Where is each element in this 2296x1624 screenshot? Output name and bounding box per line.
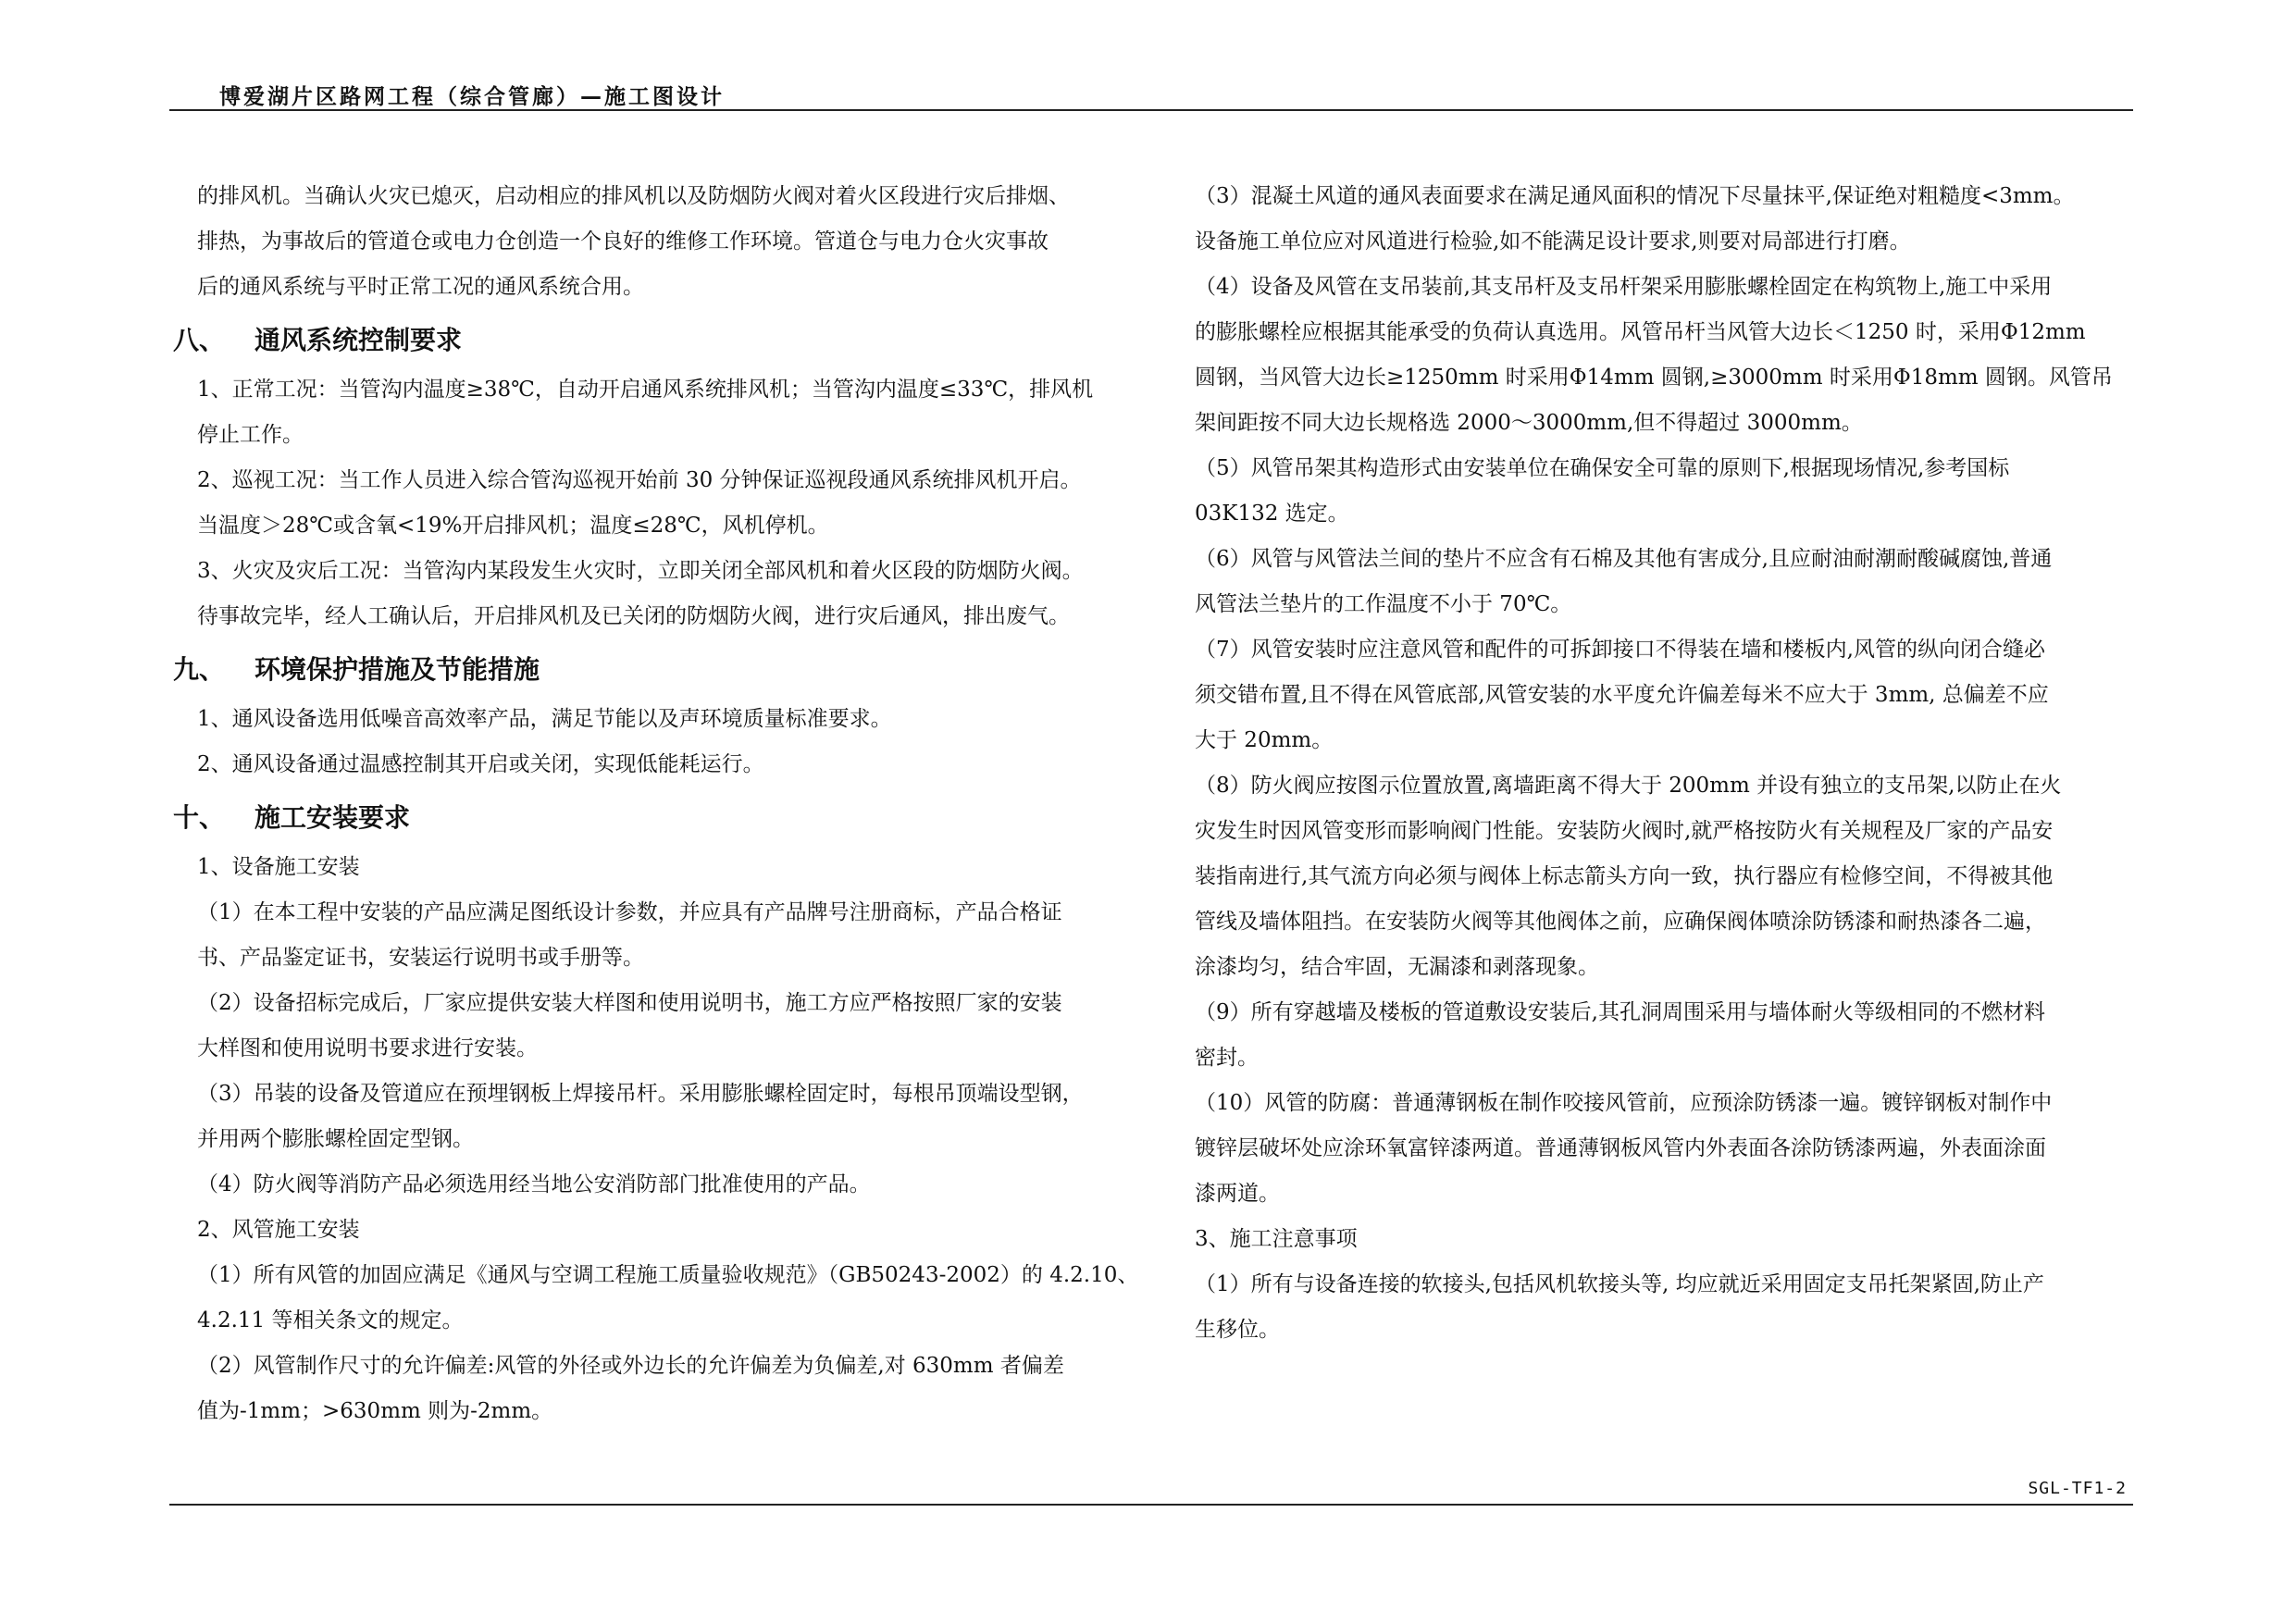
paragraph-line: 当温度＞28℃或含氧<19%开启排风机；温度≤28℃，风机停机。 — [197, 514, 829, 538]
paragraph-line: 值为-1mm；>630mm 则为-2mm。 — [197, 1399, 553, 1423]
paragraph-line: 大样图和使用说明书要求进行安装。 — [197, 1036, 538, 1060]
paragraph-line: 1、通风设备选用低噪音高效率产品，满足节能以及声环境质量标准要求。 — [197, 707, 892, 731]
paragraph-line: 2、巡视工况：当工作人员进入综合管沟巡视开始前 30 分钟保证巡视段通风系统排风机开启。 — [197, 468, 1082, 492]
section-title: 通风系统控制要求 — [254, 325, 463, 355]
paragraph-line: 待事故完毕，经人工确认后，开启排风机及已关闭的防烟防火阀，进行灾后通风，排出废气。 — [197, 604, 1070, 628]
paragraph-line: 漆两道。 — [1195, 1182, 1280, 1206]
paragraph-line: 后的通风系统与平时正常工况的通风系统合用。 — [197, 275, 644, 299]
right-column — [1195, 174, 2148, 1353]
paragraph-line: 排热，为事故后的管道仓或电力仓创造一个良好的维修工作环境。管道仓与电力仓火灾事故 — [197, 229, 1049, 254]
paragraph-line: （4）设备及风管在支吊装前,其支吊杆及支吊杆架采用膨胀螺栓固定在构筑物上,施工中采用 — [1195, 275, 2053, 299]
section-title: 施工安装要求 — [254, 802, 411, 833]
paragraph-line: 涂漆均匀，结合牢固，无漏漆和剥落现象。 — [1195, 955, 1599, 979]
paragraph-line: （3）吊装的设备及管道应在预埋钢板上焊接吊杆。采用膨胀螺栓固定时，每根吊顶端设型钢， — [197, 1082, 1084, 1106]
paragraph-line: 灾发生时因风管变形而影响阀门性能。安装防火阀时,就严格按防火有关规程及厂家的产品安 — [1195, 819, 2054, 843]
drawing-code: SGL-TF1-2 — [2028, 1479, 2127, 1498]
section-heading — [173, 789, 1150, 843]
paragraph-line: 管线及墙体阻挡。在安装防火阀等其他阀体之前，应确保阀体喷涂防锈漆和耐热漆各二遍， — [1195, 910, 2046, 934]
section-title: 环境保护措施及节能措施 — [254, 654, 540, 685]
paragraph-line: 装指南进行,其气流方向必须与阀体上标志箭头方向一致，执行器应有检修空间，不得被其他 — [1195, 864, 2054, 888]
paragraph-line: （3）混凝土风道的通风表面要求在满足通风面积的情况下尽量抹平,保证绝对粗糙度<3mm。 — [1195, 184, 2075, 208]
header-rule — [169, 109, 2133, 111]
paragraph-line: 的排风机。当确认火灾已熄灭，启动相应的排风机以及防烟防火阀对着火区段进行灾后排烟、 — [197, 184, 1070, 208]
paragraph-line: 风管法兰垫片的工作温度不小于 70℃。 — [1195, 592, 1572, 616]
paragraph-line: 1、正常工况：当管沟内温度≥38℃，自动开启通风系统排风机；当管沟内温度≤33℃，排风机 — [197, 378, 1094, 402]
paragraph-line: 4.2.11 等相关条文的规定。 — [197, 1308, 464, 1333]
paragraph-line: 03K132 选定。 — [1195, 502, 1349, 526]
left-column — [173, 174, 1150, 1434]
paragraph-line: 圆钢，当风管大边长≥1250mm 时采用Φ14mm 圆钢,≥3000mm 时采用Φ18mm 圆钢。风管吊 — [1195, 366, 2113, 390]
paragraph-line: 1、设备施工安装 — [197, 855, 360, 879]
paragraph-line: 的膨胀螺栓应根据其能承受的负荷认真选用。风管吊杆当风管大边长＜1250 时，采用Φ12mm — [1195, 320, 2086, 344]
paragraph-line: 密封。 — [1195, 1046, 1259, 1070]
section-number: 八、 — [173, 325, 226, 355]
paragraph-line: 3、火灾及灾后工况：当管沟内某段发生火灾时，立即关闭全部风机和着火区段的防烟防火阀。 — [197, 559, 1084, 583]
paragraph-line: （2）设备招标完成后，厂家应提供安装大样图和使用说明书，施工方应严格按照厂家的安装 — [197, 991, 1062, 1015]
paragraph-line: 生移位。 — [1195, 1318, 1280, 1342]
paragraph-line: 大于 20mm。 — [1195, 728, 1334, 752]
paragraph-line: （1）所有风管的加固应满足《通风与空调工程施工质量验收规范》（GB50243-2002）的 4.2.10、 — [197, 1263, 1139, 1287]
section-heading — [173, 641, 1150, 695]
paragraph-line: （8）防火阀应按图示位置放置,离墙距离不得大于 200mm 并设有独立的支吊架,以防止在火 — [1195, 774, 2062, 798]
section-number: 九、 — [173, 654, 226, 685]
footer-rule — [169, 1504, 2133, 1506]
paragraph-line: （6）风管与风管法兰间的垫片不应含有石棉及其他有害成分,且应耐油耐潮耐酸碱腐蚀,普通 — [1195, 547, 2053, 571]
paragraph-line: 2、风管施工安装 — [197, 1218, 360, 1242]
paragraph-line: （5）风管吊架其构造形式由安装单位在确保安全可靠的原则下,根据现场情况,参考国标 — [1195, 456, 2010, 480]
paragraph-line: 3、施工注意事项 — [1195, 1227, 1358, 1251]
paragraph-line: （10）风管的防腐：普通薄钢板在制作咬接风管前，应预涂防锈漆一遍。镀锌钢板对制作中 — [1195, 1091, 2053, 1115]
section-heading — [173, 312, 1150, 366]
section-number: 十、 — [173, 802, 226, 833]
paragraph-line: 并用两个膨胀螺栓固定型钢。 — [197, 1127, 474, 1151]
paragraph-line: （4）防火阀等消防产品必须选用经当地公安消防部门批准使用的产品。 — [197, 1172, 871, 1196]
paragraph-line: 停止工作。 — [197, 423, 304, 447]
paragraph-line: （9）所有穿越墙及楼板的管道敷设安装后,其孔洞周围采用与墙体耐火等级相同的不燃材料 — [1195, 1000, 2045, 1024]
page-header-title: 博爱湖片区路网工程（综合管廊）—施工图设计 — [219, 85, 725, 109]
paragraph-line: （7）风管安装时应注意风管和配件的可拆卸接口不得装在墙和楼板内,风管的纵向闭合缝必 — [1195, 638, 2045, 662]
paragraph-line: 设备施工单位应对风道进行检验,如不能满足设计要求,则要对局部进行打磨。 — [1195, 229, 1911, 254]
paragraph-line: 架间距按不同大边长规格选 2000～3000mm,但不得超过 3000mm。 — [1195, 411, 1863, 435]
paragraph-line: 镀锌层破坏处应涂环氧富锌漆两道。普通薄钢板风管内外表面各涂防锈漆两遍，外表面涂面 — [1195, 1136, 2046, 1160]
paragraph-line: （1）所有与设备连接的软接头,包括风机软接头等, 均应就近采用固定支吊托架紧固,防止产 — [1195, 1272, 2044, 1296]
paragraph-line: 书、产品鉴定证书，安装运行说明书或手册等。 — [197, 946, 644, 970]
paragraph-line: （1）在本工程中安装的产品应满足图纸设计参数，并应具有产品牌号注册商标，产品合格证 — [197, 900, 1062, 924]
paragraph-line: 2、通风设备通过温感控制其开启或关闭，实现低能耗运行。 — [197, 752, 764, 776]
paragraph-line: （2）风管制作尺寸的允许偏差:风管的外径或外边长的允许偏差为负偏差,对 630mm 者偏差 — [197, 1354, 1064, 1378]
paragraph-line: 须交错布置,且不得在风管底部,风管安装的水平度允许偏差每米不应大于 3mm, 总偏差不应 — [1195, 683, 2049, 707]
